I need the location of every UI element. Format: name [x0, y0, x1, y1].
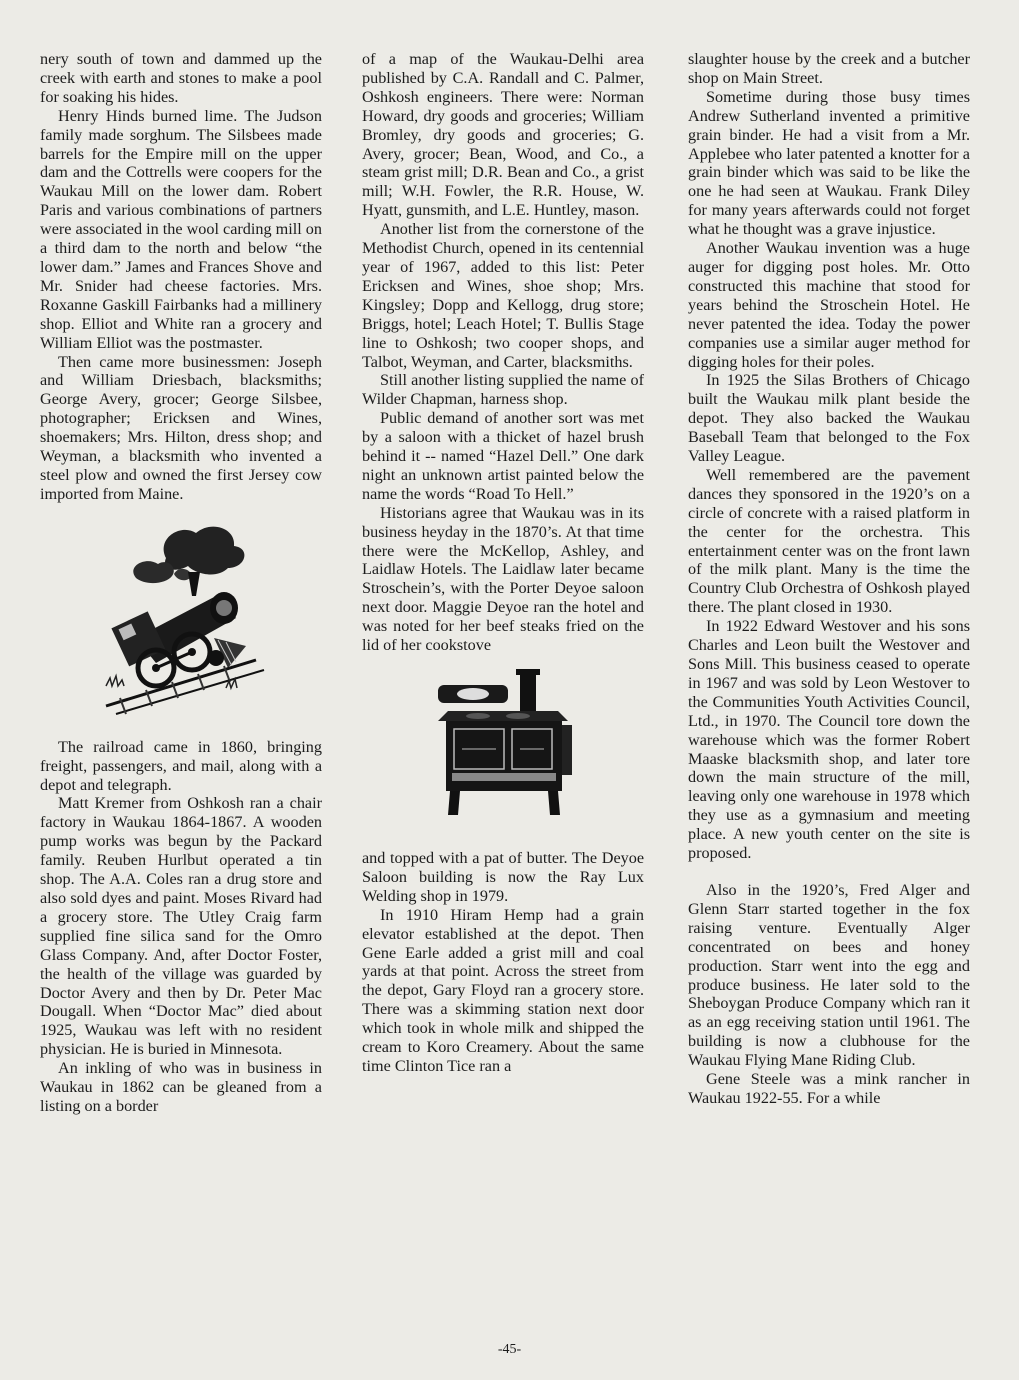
paragraph: An inkling of who was in business in Waukau in 1862 can be gleaned from a listing on a border [40, 1059, 322, 1115]
paragraph: The railroad came in 1860, bringing freight, passengers, and mail, along with a depot and telegraph. [40, 737, 322, 794]
column-1 [40, 50, 322, 1116]
cookstove-illustration [362, 665, 644, 837]
paragraph: Historians agree that Waukau was in its business heyday in the 1870’s. At that time there were the McKellop, Ashley, and Laidlaw Hotels. The Laidlaw later became Stroschein’s, with the Porter Deyoe saloon next door. Maggie Deyoe ran the hotel and was noted for her beef steaks fried on the lid of her cookstove [362, 503, 644, 655]
paragraph: Public demand of another sort was met by a saloon with a thicket of hazel brush behind it -- named “Hazel Dell.” One dark night an unknown artist painted below the name the words “Road To Hell.” [362, 409, 644, 503]
paragraph: Henry Hinds burned lime. The Judson family made sorghum. The Silsbees made barrels for the Empire mill on the upper dam and the Cottrells were coopers for the Waukau Mill on the lower dam. Robert Paris and various combinations of partners were associated in the wool carding mill on a third dam to the north and below “the lower dam.” James and Frances Shove and Mr. Snider had cheese factories. Mrs. Roxanne Gaskill Fairbanks had a millinery shop. Elliot and White ran a grocery and William Elliot was the postmaster. [40, 106, 322, 352]
paragraph: Matt Kremer from Oshkosh ran a chair factory in Waukau 1864-1867. A wooden pump works was begun by the Packard family. Reuben Hurlbut operated a tin shop. The A.A. Coles ran a drug store and also sold dyes and paint. Moses Rivard had a grocery store. The Utley Craig farm supplied fine silica sand for the Omro Glass Company. And, after Doctor Foster, the health of the village was guarded by Doctor Avery and then by Dr. Peter Mac Dougall. When “Doctor Mac” died about 1925, Waukau was left with no resident physician. He is buried in Minnesota. [40, 794, 322, 1059]
paragraph: nery south of town and dammed up the creek with earth and stones to make a pool for soaking his hides. [40, 50, 322, 106]
paragraph: Sometime during those busy times Andrew Sutherland invented a primitive grain binder. He had a visit from a Mr. Applebee who later patented a knotter for a grain binder which was said to be like the one he had seen at Waukau. Frank Diley for many years afterwards could not forget what he thought was a grave injustice. [688, 87, 970, 239]
page-number: -45- [497, 1342, 522, 1357]
paragraph: and topped with a pat of butter. The Deyoe Saloon building is now the Ray Lux Welding shop in 1979. [362, 849, 644, 905]
paragraph: Gene Steele was a mink rancher in Waukau 1922-55. For a while [688, 1070, 970, 1107]
paragraph: slaughter house by the creek and a butcher shop on Main Street. [688, 50, 970, 87]
paragraph: In 1922 Edward Westover and his sons Charles and Leon built the Westover and Sons Mill. This business ceased to operate in 1967 and was sold by Leon Westover to the Communities Youth Activities Council, Ltd., in 1970. The Council tore down the warehouse which was the former Robert Maaske blacksmith shop, and later tore down the main structure of the mill, leaving only one warehouse in 1978 which they use as a gymnasium and meeting place. A new youth center on the site is proposed. [688, 617, 970, 863]
paragraph: Another Waukau invention was a huge auger for digging post holes. Mr. Otto constructed this machine that stood for years behind the Stroschein Hotel. He never patented the idea. Today the power companies use a similar auger method for digging holes for their poles. [688, 239, 970, 371]
paragraph: Still another listing supplied the name of Wilder Chapman, harness shop. [362, 371, 644, 409]
paragraph: Then came more businessmen: Joseph and William Driesbach, blacksmiths; George Avery, grocer; George Silsbee, photographer; Ericksen and Wines, shoemakers; Mrs. Hilton, dress shop; and Weyman, a blacksmith who invented a steel plow and owned the first Jersey cow imported from Maine. [40, 352, 322, 503]
paragraph: Another list from the cornerstone of the Methodist Church, opened in its centennial year of 1967, added to this list: Peter Ericksen and Wines, shoe shop; Mrs. Kingsley; Dopp and Kellogg, drug store; Briggs, hotel; Leach Hotel; T. Bullis Stage line to Oshkosh; two cooper shops, and Talbot, Weyman, and Carter, blacksmiths. [362, 220, 644, 371]
paragraph: Also in the 1920’s, Fred Alger and Glenn Starr started together in the fox raising venture. Eventually Alger concentrated on bees and honey production. Starr went into the egg and produce business. He later sold to the Sheboygan Produce Company which ran it as an egg receiving station until 1961. The building is now a clubhouse for the Waukau Flying Mane Riding Club. [688, 880, 970, 1070]
paragraph: In 1925 the Silas Brothers of Chicago built the Waukau milk plant beside the depot. They also backed the Waukau Baseball Team that belonged to the Fox Valley League. [688, 371, 970, 466]
column-3 [688, 50, 970, 1108]
paragraph: In 1910 Hiram Hemp had a grain elevator established at the depot. Then Gene Earle added a grist mill and coal yards at that point. Across the street from the depot, Gary Floyd ran a grocery store. There was a skimming station next door which took in whole milk and shipped the cream to Koro Creamery. About the same time Clinton Tice ran a [362, 905, 644, 1075]
column-2 [362, 50, 644, 1076]
paragraph: Well remembered are the pavement dances they sponsored in the 1920’s on a circle of concrete with a raised platform in the center for the orchestra. This entertainment center was on the front lawn of the milk plant. Many is the time the Country Club Orchestra of Oshkosh played there. The plant closed in 1930. [688, 465, 970, 617]
steam-locomotive-illustration [40, 518, 322, 730]
paragraph: of a map of the Waukau-Delhi area published by C.A. Randall and C. Palmer, Oshkosh engineers. There were: Norman Howard, dry goods and groceries; William Bromley, dry goods and groceries; G. Avery, grocer; Bean, Wood, and Co., a steam grist mill; D.R. Bean and Co., a grist mill; W.H. Fowler, the R.R. House, W. Hyatt, gunsmith, and L.E. Huntley, mason. [362, 50, 644, 220]
